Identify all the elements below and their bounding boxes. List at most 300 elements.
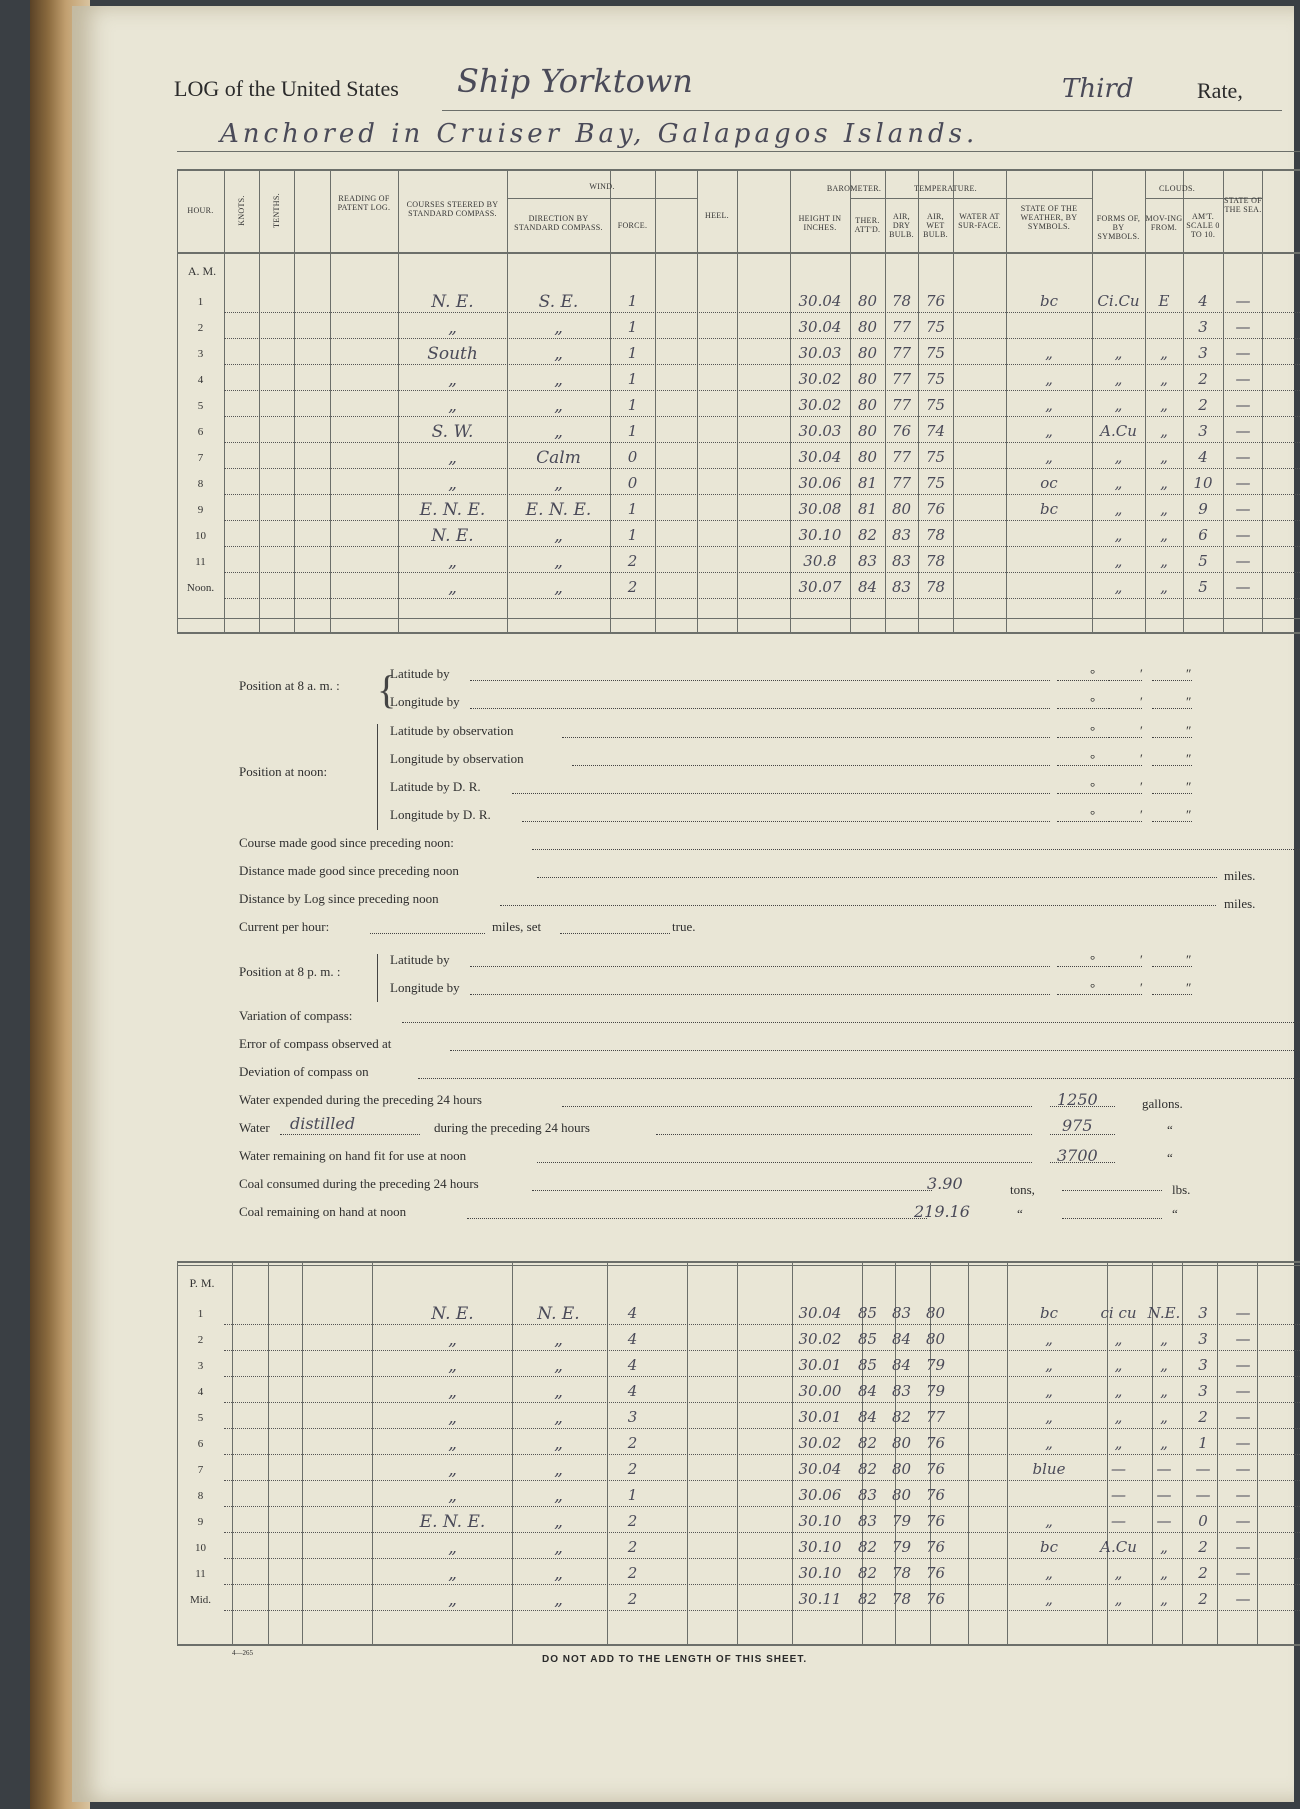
cell-amount: 3 xyxy=(1198,1382,1208,1400)
cell-wind: „ xyxy=(554,1434,563,1454)
cell-force: 1 xyxy=(627,370,638,388)
cell-amount: 6 xyxy=(1198,526,1208,544)
cell-force: 4 xyxy=(627,1356,638,1374)
cell-dry: 80 xyxy=(891,1434,912,1452)
cell-hour: Noon. xyxy=(186,582,215,594)
lat8am-sec-mark: ″ xyxy=(1186,666,1192,681)
pm-table-top xyxy=(177,1261,1300,1263)
cell-sea: — xyxy=(1235,1356,1251,1374)
cell-wet: 76 xyxy=(925,1460,946,1478)
cell-wet: 79 xyxy=(925,1382,946,1400)
ship-name: Ship Yorktown xyxy=(457,62,693,100)
cell-forms: „ xyxy=(1114,1382,1123,1400)
cell-weather: bc xyxy=(1039,1538,1058,1556)
latobs-min xyxy=(1108,737,1142,738)
cell-force: 4 xyxy=(627,1330,638,1348)
cell-forms: — xyxy=(1111,1512,1126,1530)
cell-amount: 2 xyxy=(1198,370,1208,388)
coal-remaining-label: Coal remaining on hand at noon xyxy=(239,1204,407,1219)
cell-moving: „ xyxy=(1160,422,1168,440)
cell-baro: 30.04 xyxy=(798,1460,842,1478)
cell-hour: 5 xyxy=(197,400,204,412)
cell-amount: 9 xyxy=(1198,500,1208,518)
cell-amount: 4 xyxy=(1198,292,1208,310)
cell-sea: — xyxy=(1235,1564,1251,1582)
cell-forms: „ xyxy=(1114,474,1123,492)
cell-baro: 30.04 xyxy=(798,448,842,466)
cell-hour: 1 xyxy=(197,296,204,308)
cell-dry: 79 xyxy=(891,1538,912,1556)
cell-ther: 84 xyxy=(857,1382,878,1400)
cell-weather: bc xyxy=(1039,500,1058,518)
cell-dry: 84 xyxy=(891,1330,912,1348)
cell-dry: 83 xyxy=(891,1304,912,1322)
cell-dry: 79 xyxy=(891,1512,912,1530)
cell-forms: „ xyxy=(1114,396,1123,414)
cell-moving: „ xyxy=(1160,1434,1168,1452)
latdr-sec-mark: ″ xyxy=(1186,779,1192,794)
lat-dr-line xyxy=(512,793,1050,794)
lat8am-deg-mark: ° xyxy=(1090,666,1096,681)
lon-by-8am-line xyxy=(470,708,1050,709)
cell-hour: 8 xyxy=(197,478,204,490)
lon-obs-line xyxy=(572,765,1050,766)
cell-forms: A.Cu xyxy=(1100,1538,1137,1556)
cell-wind: „ xyxy=(554,370,563,390)
cell-hour: 3 xyxy=(197,1360,204,1372)
cell-baro: 30.03 xyxy=(798,344,842,362)
cell-moving: „ xyxy=(1160,1538,1168,1556)
cell-course: „ xyxy=(448,1564,457,1584)
cell-sea: — xyxy=(1235,448,1251,466)
header-clouds: CLOUDS. xyxy=(1158,184,1196,193)
cell-force: 1 xyxy=(627,344,638,362)
pm-column-divider xyxy=(687,1261,688,1644)
cell-amount: 2 xyxy=(1198,1408,1208,1426)
cell-wet: 78 xyxy=(925,526,946,544)
cell-ther: 82 xyxy=(857,1434,878,1452)
column-divider xyxy=(953,169,954,632)
cell-ther: 80 xyxy=(857,422,878,440)
cell-dry: 77 xyxy=(891,318,912,336)
header-height: HEIGHT IN INCHES. xyxy=(798,214,842,232)
cell-baro: 30.02 xyxy=(798,396,842,414)
cell-baro: 30.10 xyxy=(798,1538,842,1556)
lat8pm-min xyxy=(1108,966,1142,967)
row-rule xyxy=(224,1402,1300,1403)
cell-wet: 80 xyxy=(925,1330,946,1348)
cell-hour: 6 xyxy=(197,1438,204,1450)
header-patent: READING OF PATENT LOG. xyxy=(337,194,391,212)
cell-ther: 82 xyxy=(857,1590,878,1608)
rate-label: Rate, xyxy=(1197,78,1243,103)
dotted-line xyxy=(1050,1134,1115,1135)
current-line-1 xyxy=(370,933,485,934)
cell-wind: „ xyxy=(554,344,563,364)
cell-force: 1 xyxy=(627,1486,638,1504)
cell-baro: 30.02 xyxy=(798,1434,842,1452)
cell-dry: 83 xyxy=(891,526,912,544)
row-rule xyxy=(224,364,1300,365)
coal-consumed-value: 3.90 xyxy=(927,1174,963,1193)
cell-weather: „ xyxy=(1045,448,1053,466)
cell-hour: 8 xyxy=(197,1490,204,1502)
cell-hour: 4 xyxy=(197,1386,204,1398)
cell-hour: 10 xyxy=(195,1542,206,1554)
latobs-sec-mark: ″ xyxy=(1186,723,1192,738)
cell-forms: „ xyxy=(1114,448,1123,466)
cell-force: 1 xyxy=(627,396,638,414)
cell-ther: 82 xyxy=(857,1538,878,1556)
cell-moving: „ xyxy=(1160,1356,1168,1374)
row-rule xyxy=(224,520,1300,521)
position-noon-label: Position at noon: xyxy=(239,764,328,779)
cell-hour: 1 xyxy=(197,1308,204,1320)
cell-force: 2 xyxy=(627,552,638,570)
lonobs-deg-mark: ° xyxy=(1090,751,1096,766)
lon8am-min xyxy=(1108,708,1142,709)
cell-ther: 80 xyxy=(857,318,878,336)
cell-course: N. E. xyxy=(431,526,474,546)
row-rule xyxy=(224,416,1300,417)
cell-weather: blue xyxy=(1032,1460,1066,1478)
deviation-line xyxy=(418,1078,1300,1079)
cell-wet: 78 xyxy=(925,578,946,596)
cell-baro: 30.11 xyxy=(798,1590,842,1608)
pm-column-divider xyxy=(737,1261,738,1644)
cell-wind: „ xyxy=(554,1382,563,1402)
cell-moving: — xyxy=(1156,1512,1172,1530)
row-rule xyxy=(224,1376,1300,1377)
cell-amount: 2 xyxy=(1198,1590,1208,1608)
cell-amount: 5 xyxy=(1198,578,1208,596)
cell-force: 1 xyxy=(627,526,638,544)
lon8am-min-mark: ′ xyxy=(1140,694,1143,709)
cell-wind: „ xyxy=(554,1564,563,1584)
dotted-line xyxy=(1062,1190,1162,1191)
cell-sea: — xyxy=(1235,1538,1251,1556)
cell-hour: 11 xyxy=(195,556,206,568)
cell-ther: 83 xyxy=(857,1486,878,1504)
cell-hour: 9 xyxy=(197,504,204,516)
cell-weather: „ xyxy=(1045,1512,1053,1530)
cell-hour: 7 xyxy=(197,452,204,464)
cell-wind: „ xyxy=(554,474,563,494)
lonobs-sec-mark: ″ xyxy=(1186,751,1192,766)
lonobs-min-mark: ′ xyxy=(1140,751,1143,766)
coal-consumed-line xyxy=(532,1190,932,1191)
cell-force: 2 xyxy=(627,1434,638,1452)
cell-baro: 30.10 xyxy=(798,526,842,544)
lon-obs: Longitude by observation xyxy=(390,751,524,766)
cell-course: S. W. xyxy=(431,422,474,442)
cell-baro: 30.01 xyxy=(798,1408,842,1426)
cell-ther: 81 xyxy=(857,500,878,518)
lon8pm-sec-mark: ″ xyxy=(1186,980,1192,995)
cell-wind: „ xyxy=(554,1538,563,1558)
cell-forms: „ xyxy=(1114,1408,1123,1426)
cell-weather: „ xyxy=(1045,370,1053,388)
cell-baro: 30.06 xyxy=(798,1486,842,1504)
cell-wet: 77 xyxy=(925,1408,946,1426)
cell-sea: — xyxy=(1235,1434,1251,1452)
cell-force: 2 xyxy=(627,1590,638,1608)
lat-obs: Latitude by observation xyxy=(390,723,514,738)
cell-amount: — xyxy=(1195,1460,1211,1478)
cell-wind: „ xyxy=(554,396,563,416)
cell-wind: „ xyxy=(554,578,563,598)
cell-moving: „ xyxy=(1160,344,1168,362)
cell-dry: 77 xyxy=(891,474,912,492)
latobs-deg-mark: ° xyxy=(1090,723,1096,738)
cell-moving: „ xyxy=(1160,552,1168,570)
cell-moving: „ xyxy=(1160,1330,1168,1348)
water-label: Water xyxy=(239,1120,270,1135)
cell-force: 1 xyxy=(627,318,638,336)
cell-weather: „ xyxy=(1045,1434,1053,1452)
water-distilled-line xyxy=(656,1134,1032,1135)
lat8am-min xyxy=(1108,680,1142,681)
row-rule xyxy=(224,598,1300,599)
row-rule xyxy=(224,1324,1300,1325)
cell-dry: 80 xyxy=(891,1486,912,1504)
latdr-deg xyxy=(1057,793,1107,794)
lonobs-min xyxy=(1108,765,1142,766)
cell-wet: 76 xyxy=(925,1512,946,1530)
 xyxy=(1006,198,1092,199)
cell-sea: — xyxy=(1235,1408,1251,1426)
coal-remaining-line xyxy=(467,1218,927,1219)
footer-notice: DO NOT ADD TO THE LENGTH OF THIS SHEET. xyxy=(542,1654,808,1665)
row-rule xyxy=(224,1532,1300,1533)
cell-baro: 30.04 xyxy=(798,318,842,336)
cell-dry: 76 xyxy=(891,422,912,440)
cell-forms: — xyxy=(1111,1460,1126,1478)
water-remaining-value: 3700 xyxy=(1057,1146,1098,1165)
cell-dry: 80 xyxy=(891,1460,912,1478)
cell-weather: „ xyxy=(1045,396,1053,414)
cell-moving: E xyxy=(1158,292,1170,310)
form-number: 4—265 xyxy=(232,1649,253,1657)
cell-force: 2 xyxy=(627,1564,638,1582)
header-weather: STATE OF THE WEATHER, BY SYMBOLS. xyxy=(1020,204,1078,231)
header-moving: MOV-ING FROM. xyxy=(1145,214,1183,232)
cell-wet: 76 xyxy=(925,1538,946,1556)
cell-course: „ xyxy=(448,1408,457,1428)
cell-ther: 84 xyxy=(857,1408,878,1426)
cell-amount: 10 xyxy=(1193,474,1213,492)
cell-force: 1 xyxy=(627,422,638,440)
cell-forms: „ xyxy=(1114,344,1123,362)
water-expended-value: 1250 xyxy=(1057,1090,1098,1109)
column-divider xyxy=(737,169,738,632)
cell-wind: „ xyxy=(554,1356,563,1376)
table-top-border xyxy=(177,169,1300,171)
cell-hour: 5 xyxy=(197,1412,204,1424)
lat8am-min-mark: ′ xyxy=(1140,666,1143,681)
cell-wind: „ xyxy=(554,422,563,442)
cell-dry: 83 xyxy=(891,1382,912,1400)
cell-forms: „ xyxy=(1114,1356,1123,1374)
cell-course: „ xyxy=(448,318,457,338)
cell-moving: „ xyxy=(1160,578,1168,596)
pm_rows-label: P. M. xyxy=(189,1276,215,1290)
cell-moving: „ xyxy=(1160,500,1168,518)
row-rule xyxy=(224,572,1300,573)
cell-sea: — xyxy=(1235,578,1251,596)
cell-force: 0 xyxy=(627,448,638,466)
lonobs-deg xyxy=(1057,765,1107,766)
pm-column-divider xyxy=(232,1261,233,1644)
cell-force: 2 xyxy=(627,1538,638,1556)
lat8pm-deg-mark: ° xyxy=(1090,952,1096,967)
latdr-deg-mark: ° xyxy=(1090,779,1096,794)
pm-column-divider xyxy=(302,1261,303,1644)
row-rule xyxy=(224,1454,1300,1455)
cell-baro: 30.02 xyxy=(798,1330,842,1348)
cell-weather: „ xyxy=(1045,1590,1053,1608)
cell-course: „ xyxy=(448,1434,457,1454)
cell-course: „ xyxy=(448,1356,457,1376)
column-divider xyxy=(224,169,225,632)
dotted-line xyxy=(1062,1218,1162,1219)
header-courses: COURSES STEERED BY STANDARD COMPASS. xyxy=(406,200,499,218)
row-rule xyxy=(224,1506,1300,1507)
cell-course: „ xyxy=(448,448,457,468)
cell-baro: 30.8 xyxy=(803,552,837,570)
cell-weather: „ xyxy=(1045,1356,1053,1374)
cell-forms: „ xyxy=(1114,552,1123,570)
cell-sea: — xyxy=(1235,1382,1251,1400)
latdr-min xyxy=(1108,793,1142,794)
cell-moving: „ xyxy=(1160,474,1168,492)
cell-amount: — xyxy=(1195,1486,1211,1504)
cell-force: 4 xyxy=(627,1382,638,1400)
cell-wet: 76 xyxy=(925,1590,946,1608)
true-label: true. xyxy=(672,919,696,934)
cell-amount: 0 xyxy=(1198,1512,1208,1530)
row-rule xyxy=(224,1610,1300,1611)
row-rule xyxy=(224,442,1300,443)
cell-ther: 84 xyxy=(857,578,878,596)
cell-dry: 84 xyxy=(891,1356,912,1374)
water-expended-line xyxy=(562,1106,1032,1107)
dotted-line xyxy=(1050,1106,1115,1107)
position-8am-label: Position at 8 a. m. : xyxy=(239,678,340,693)
cell-hour: 2 xyxy=(197,322,204,334)
lat-dr: Latitude by D. R. xyxy=(390,779,481,794)
cell-moving: „ xyxy=(1160,1564,1168,1582)
brace xyxy=(377,724,382,830)
latobs-deg xyxy=(1057,737,1107,738)
cell-course: E. N. E. xyxy=(419,500,486,520)
cell-ther: 85 xyxy=(857,1356,878,1374)
cell-amount: 2 xyxy=(1198,1538,1208,1556)
lon8pm-min xyxy=(1108,994,1142,995)
cell-ther: 80 xyxy=(857,396,878,414)
cell-moving: „ xyxy=(1160,1382,1168,1400)
brace xyxy=(377,954,382,1002)
cell-wet: 75 xyxy=(925,318,946,336)
cell-baro: 30.10 xyxy=(798,1512,842,1530)
cell-forms: Ci.Cu xyxy=(1097,292,1140,310)
cell-sea: — xyxy=(1235,396,1251,414)
cell-hour: 7 xyxy=(197,1464,204,1476)
wind-subheader-line xyxy=(507,198,697,199)
ditto-2: “ xyxy=(1167,1150,1173,1165)
cell-weather: „ xyxy=(1045,1382,1053,1400)
cell-ther: 83 xyxy=(857,552,878,570)
cell-sea: — xyxy=(1235,474,1251,492)
cell-baro: 30.10 xyxy=(798,1564,842,1582)
cell-weather: „ xyxy=(1045,1330,1053,1348)
lat-by-8pm: Latitude by xyxy=(390,952,450,967)
cell-dry: 78 xyxy=(891,1564,912,1582)
water-expended-label: Water expended during the preceding 24 hours xyxy=(239,1092,482,1107)
cell-sea: — xyxy=(1235,552,1251,570)
cell-dry: 80 xyxy=(891,500,912,518)
am_rows-label: A. M. xyxy=(187,264,217,278)
cell-sea: — xyxy=(1235,1330,1251,1348)
pm-column-divider xyxy=(268,1261,269,1644)
cell-wind: N. E. xyxy=(537,1304,580,1324)
lon8pm-deg-mark: ° xyxy=(1090,980,1096,995)
lon8am-deg xyxy=(1057,708,1107,709)
cell-sea: — xyxy=(1235,1486,1251,1504)
current-line-2 xyxy=(560,933,670,934)
cell-sea: — xyxy=(1235,1590,1251,1608)
cell-wind: E. N. E. xyxy=(525,500,592,520)
baro-subheader-line xyxy=(850,198,1006,199)
header-direction: DIRECTION BY STANDARD COMPASS. xyxy=(514,214,603,232)
cell-course: „ xyxy=(448,552,457,572)
miles-2: miles. xyxy=(1224,896,1256,911)
cell-wind: „ xyxy=(554,318,563,338)
cell-ther: 80 xyxy=(857,370,878,388)
latobs-min-mark: ′ xyxy=(1140,723,1143,738)
cell-course: „ xyxy=(448,1382,457,1402)
lat8am-deg xyxy=(1057,680,1107,681)
cell-hour: 4 xyxy=(197,374,204,386)
row-rule xyxy=(224,1480,1300,1481)
cell-hour: 9 xyxy=(197,1516,204,1528)
coal-consumed-label: Coal consumed during the preceding 24 hours xyxy=(239,1176,479,1191)
cell-wind: Calm xyxy=(536,448,581,468)
cell-wind: „ xyxy=(554,526,563,546)
lon8pm-deg xyxy=(1057,994,1107,995)
cell-baro: 30.08 xyxy=(798,500,842,518)
cell-hour: 10 xyxy=(195,530,206,542)
cell-ther: 82 xyxy=(857,1564,878,1582)
cell-wet: 76 xyxy=(925,1434,946,1452)
row-rule xyxy=(224,312,1300,313)
cell-wind: „ xyxy=(554,1512,563,1532)
cell-dry: 77 xyxy=(891,344,912,362)
cell-force: 2 xyxy=(627,1460,638,1478)
column-divider xyxy=(294,169,295,632)
header-tenths: TENTHS. xyxy=(272,193,281,228)
course-made-line xyxy=(532,849,1300,850)
latdr-min-mark: ′ xyxy=(1140,779,1143,794)
cell-course: E. N. E. xyxy=(419,1512,486,1532)
cell-force: 2 xyxy=(627,578,638,596)
row-rule xyxy=(224,390,1300,391)
tons-label: tons, xyxy=(1010,1182,1035,1197)
location: Anchored in Cruiser Bay, Galapagos Islands. xyxy=(220,119,979,149)
cell-wet: 76 xyxy=(925,1486,946,1504)
header-wind: WIND. xyxy=(589,182,615,191)
cell-moving: „ xyxy=(1160,526,1168,544)
